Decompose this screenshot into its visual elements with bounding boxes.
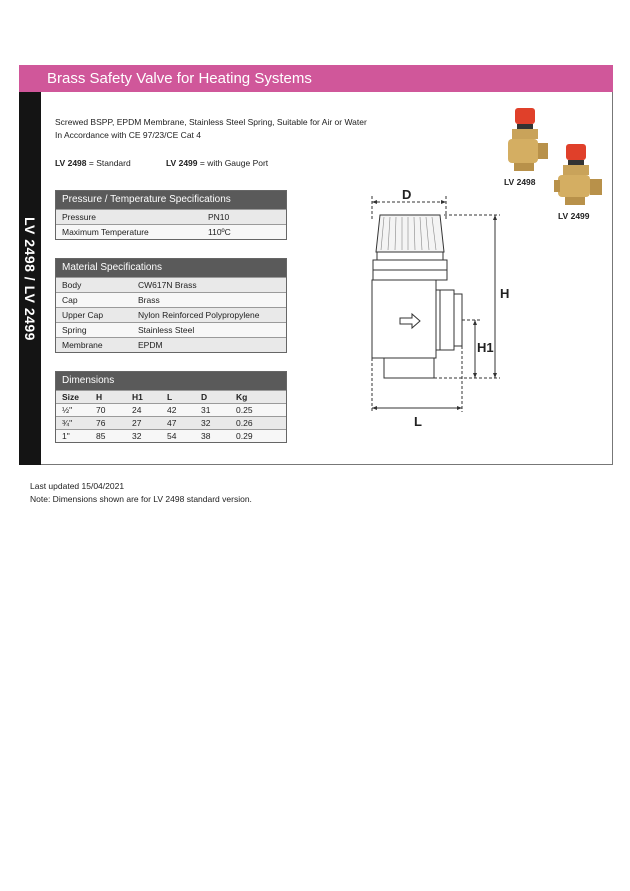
- table-row: Membrane EPDM: [56, 337, 286, 352]
- material-specifications-table: [55, 258, 287, 353]
- description-line-1: Screwed BSPP, EPDM Membrane, Stainless Steel Spring, Suitable for Air or Water: [55, 117, 367, 127]
- table-heading: Material Specifications: [56, 259, 286, 277]
- description-line-2: In Accordance with CE 97/23/CE Cat 4: [55, 130, 201, 140]
- variant-standard: LV 2498 = Standard: [55, 158, 131, 168]
- valve-photo-lv2498: [500, 106, 550, 176]
- caption-lv2498: LV 2498: [504, 177, 536, 187]
- variant-gauge-port: LV 2499 = with Gauge Port: [166, 158, 269, 168]
- page-title: Brass Safety Valve for Heating Systems: [47, 70, 312, 87]
- valve-photo-lv2499: [554, 142, 604, 208]
- table-row: 1" 85 32 54 38 0.29: [56, 429, 286, 442]
- footnote: Note: Dimensions shown are for LV 2498 standard version.: [30, 494, 252, 504]
- dimension-label-h: H: [500, 286, 510, 301]
- valve-dimension-drawing: [340, 180, 540, 430]
- dimension-label-d: D: [402, 187, 412, 202]
- table-row: Cap Brass: [56, 292, 286, 307]
- table-row: Upper Cap Nylon Reinforced Polypropylene: [56, 307, 286, 322]
- table-row: Spring Stainless Steel: [56, 322, 286, 337]
- side-label: LV 2498 / LV 2499: [22, 217, 38, 341]
- dimension-label-h1: H1: [477, 340, 494, 355]
- table-row: Pressure PN10: [56, 209, 286, 224]
- table-row: Maximum Temperature 110ºC: [56, 224, 286, 239]
- table-heading: Pressure / Temperature Specifications: [56, 191, 286, 209]
- last-updated: Last updated 15/04/2021: [30, 481, 125, 491]
- dimension-label-l: L: [414, 414, 422, 429]
- table-row: Body CW617N Brass: [56, 277, 286, 292]
- variant-list: [55, 158, 269, 168]
- caption-lv2499: LV 2499: [558, 211, 590, 221]
- table-header-row: Size H H1 L D Kg: [56, 390, 286, 403]
- table-row: ¾" 76 27 47 32 0.26: [56, 416, 286, 429]
- table-heading: Dimensions: [56, 372, 286, 390]
- dimensions-table: [55, 371, 287, 443]
- pressure-temperature-table: [55, 190, 287, 240]
- table-row: ½" 70 24 42 31 0.25: [56, 403, 286, 416]
